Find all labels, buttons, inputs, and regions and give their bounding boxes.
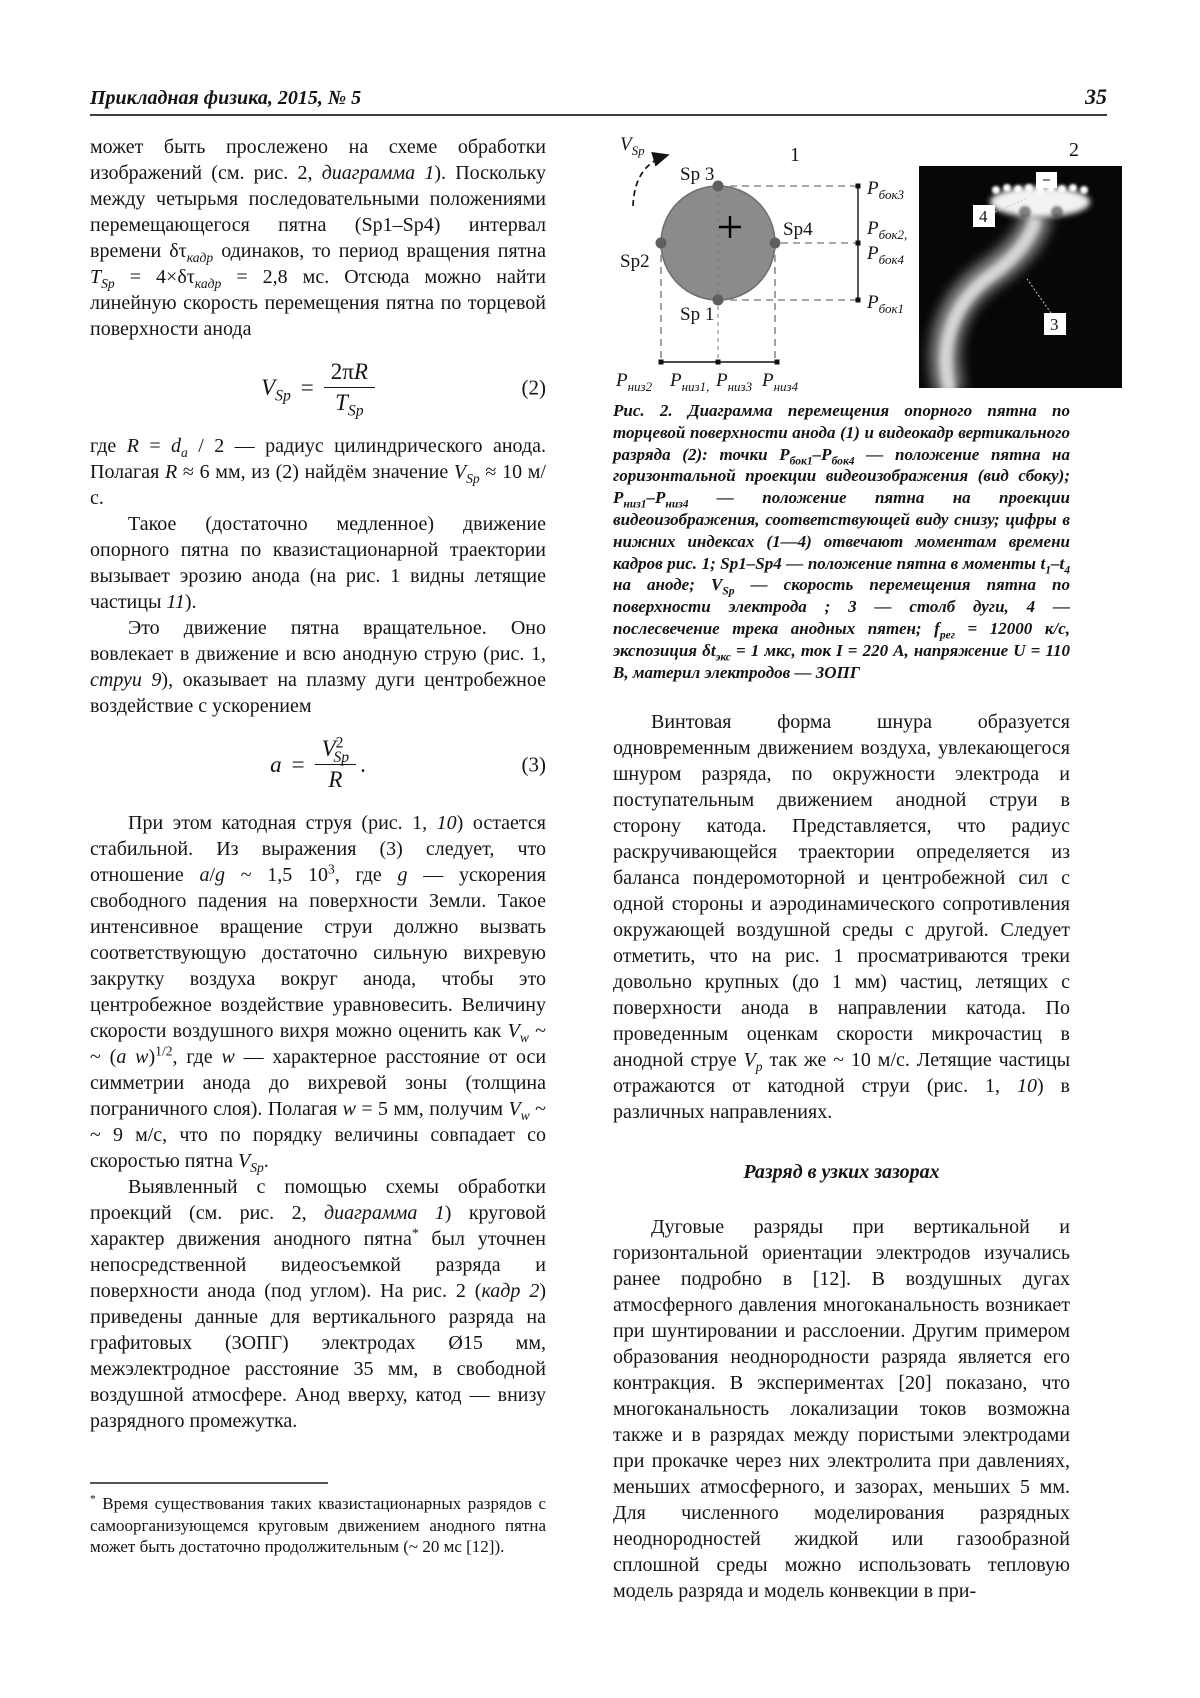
discharge-video-frame bbox=[919, 139, 1122, 392]
paragraph-7: Винтовая форма шнура образуется одновременным движением воздуха, увлекающегося шнуром разряда, по окружности электрода и поступательным движением анодной струи в сторону катода. Представляется, что радиус раскручивающейся траектории определяется из баланса пондеромоторной и центробежной сил с одной стороны и аэродинамического сопротивления окружающей воздушной среды с другой. Следует отметить, что на рис. 1 просматриваются треки довольно крупных (до 1 мм) частиц, летящих с поверхности анода в направлении катода. По проведенным оценкам скорости микрочастиц в анодной струе $V_p$ так же ~ 10 м/с. Летящие частицы отражаются от катодной струи (рис. 1, 10) в различных направлениях. bbox=[613, 711, 1071, 1124]
bottom-label-niz4: $P_{низ4}$ bbox=[762, 370, 799, 394]
page-number: 35 bbox=[1085, 84, 1107, 109]
photo-number-label: 2 bbox=[1069, 139, 1079, 161]
spot-label-sp3: Sp 3 bbox=[680, 164, 715, 185]
paragraph-5: При этом катодная струя (рис. 1, 10) остается стабильной. Из выражения (3) следует, что отношение a/g ~ 1,5 $10^3$, где g — ускорения свободного падения на поверхности Земли. Такое интенсивное вращение струи должно вызвать соответствующую достаточно сильную вихревую закрутку воздуха вокруг анода, чтобы это центробежное воздействие уравновесить. Величину скорости воздушного вихря можно оценить как $V_w$ ~ ~ (a w)$^{1/2}$, где w — характерное расстояние от оси симметрии анода до вихревой зоны (толщина пограничного слоя). Полагая w = 5 мм, получим $V_w$ ~ ~ 9 м/с, что по порядку величины совпадает со скоростью пятна $V_{Sp}$. bbox=[90, 812, 547, 1175]
paragraph-2: где $R = d_a / 2$ — радиус цилиндрического анода. Полагая R ≈ 6 мм, из (2) найдём значение $V_{Sp} \approx 10$ м/с. bbox=[90, 435, 546, 509]
spot-label-sp4: Sp4 bbox=[783, 219, 813, 240]
equation-number: (3) bbox=[521, 752, 546, 776]
figure-caption: Рис. 2. Диаграмма перемещения опорного пятна по торцевой поверхности анода (1) и видеокадр вертикального разряда (2): точки $P_{бок1}-P_{бок4}$ — положение пятна на горизонтальной проекции видеоизображения (вид сбоку); $P_{низ1}-P_{низ4}$ — положение пятна на проекции видеоизображения, соответствующей виду снизу; цифры в нижних индексах (1—4) отвечают моментам времени кадров рис. 1; Sp1–Sp4 — положение пятна в моменты $t_1-t_4$ на аноде; $V_{Sp}$ — скорость перемещения пятна по поверхности электрода ; 3 — столб дуги, 4 — послесвечение трека анодных пятен; $f_{рег} = 12000$ к/с, экспозиция $\delta t_{экс} = 1$ мкс, ток I = 220 А, напряжение U = 110 В, материл электродов — 3ОПГ bbox=[613, 401, 1071, 682]
paragraph-8: Дуговые разряды при вертикальной и горизонтальной ориентации электродов изучались ранее подробно в [12]. В воздушных дугах атмосферного давления многоканальность возникает при шунтировании и расслоении. Другим примером образования неоднородности разряда является его контракция. В экспериментах [20] показано, что многоканальность локализации токов возможна также и в разрядах между пористыми электродами при прокачке через них электролита при давлениях, меньших атмосферного, и зазорах, меньших 5 мм. Для численного моделирования разрядных неоднородностей жидкой или газообразной сплошной среды можно использовать тепловую модель разряда и модель конвекции в при- bbox=[613, 1216, 1070, 1603]
bottom-label-niz3: $P_{низ3}$ bbox=[716, 370, 753, 394]
footnote-rule bbox=[90, 1482, 328, 1484]
fraction bbox=[324, 359, 375, 420]
cathode-sign-label: − bbox=[1042, 173, 1051, 189]
paragraph-1: может быть прослежено на схеме обработки изображений (см. рис. 2, диаграмма 1). Поскольку между четырьмя последовательными положениями перемещающегося пятна (Sp1–Sp4) интервал времени $\delta\tau_{кадр}$ одинаков, то период вращения пятна $T_{Sp} = 4\times\delta\tau_{кадр} = 2,8$ мс. Отсюда можно найти линейную скорость перемещения пятна по торцевой поверхности анода bbox=[90, 136, 547, 340]
fraction-numerator: $V^2_{Sp}$ bbox=[315, 736, 357, 765]
spot-label-sp1: Sp 1 bbox=[680, 304, 715, 325]
equation-number: (2) bbox=[521, 375, 546, 399]
side-label-bok3: $P_{бок3}$ bbox=[867, 178, 905, 202]
fraction-denominator: R bbox=[328, 767, 343, 792]
vsp-velocity-label: $V_{Sp}$ bbox=[620, 134, 645, 158]
equals-sign: = bbox=[300, 374, 314, 400]
equation-period: . bbox=[360, 751, 366, 777]
spot-label-sp2: Sp2 bbox=[620, 251, 650, 272]
fraction bbox=[315, 736, 357, 793]
side-projection-scale bbox=[856, 184, 861, 303]
equation-lhs: a bbox=[270, 751, 282, 777]
equation-3-body bbox=[270, 736, 366, 793]
equation-lhs: $V_{Sp}$ bbox=[261, 374, 291, 405]
fraction-numerator: 2πR bbox=[324, 359, 375, 388]
page-header bbox=[90, 84, 1107, 110]
journal-title: Прикладная физика, 2015, № 5 bbox=[90, 87, 362, 109]
figure-2-graphic bbox=[600, 128, 1135, 396]
section-heading: Разряд в узких зазорах bbox=[743, 1161, 940, 1184]
paragraph-3: Такое (достаточно медленное) движение опорного пятна по квазистационарной траектории вызывает эрозию анода (на рис. 1 видны летящие частицы 11). bbox=[90, 513, 546, 613]
side-label-bok2: $P_{бок2,}$ bbox=[867, 218, 908, 242]
figure-2 bbox=[600, 128, 1135, 396]
bottom-label-niz1: $P_{низ1,}$ bbox=[670, 370, 710, 394]
side-label-bok4: $P_{бок4}$ bbox=[867, 243, 905, 267]
arc-column-label: 3 bbox=[1050, 315, 1059, 334]
rotation-arrow bbox=[633, 155, 668, 206]
equation-3 bbox=[90, 736, 546, 793]
fraction-denominator: $T_{Sp}$ bbox=[335, 390, 364, 420]
equation-2-body bbox=[261, 359, 375, 420]
diagram-number-label: 1 bbox=[790, 144, 800, 166]
footnote-text: * Время существования таких квазистационарных разрядов с самоорганизующемся круговым движением анодного пятна может быть достаточно продолжительным (~ 20 мс [12]). bbox=[90, 1492, 546, 1556]
anode-spot-diagram bbox=[615, 134, 907, 394]
bottom-label-niz2: $P_{низ2}$ bbox=[616, 370, 653, 394]
header-rule bbox=[90, 114, 1107, 116]
equals-sign: = bbox=[291, 751, 305, 777]
afterglow-track-label: 4 bbox=[979, 207, 988, 226]
right-column bbox=[613, 400, 1070, 1604]
left-column bbox=[90, 134, 546, 1434]
paragraph-6: Выявленный с помощью схемы обработки проекций (см. рис. 2, диаграмма 1) круговой характер движения анодного пятна* был уточнен непосредственной видеосъемкой разряда и поверхности анода (под углом). На рис. 2 (кадр 2) приведены данные для вертикального разряда на графитовых (3ОПГ) электродах Ø15 мм, межэлектродное расстояние 35 мм, в свободной воздушной атмосфере. Анод вверху, катод — внизу разрядного промежутка. bbox=[90, 1176, 546, 1432]
bottom-projection-scale bbox=[659, 360, 780, 365]
side-label-bok1: $P_{бок1}$ bbox=[867, 292, 905, 316]
paragraph-4: Это движение пятна вращательное. Оно вовлекает в движение и всю анодную струю (рис. 1, струи 9), оказывает на плазму дуги центробежное воздействие с ускорением bbox=[90, 617, 546, 717]
footnote bbox=[90, 1482, 546, 1558]
equation-2 bbox=[90, 359, 546, 420]
